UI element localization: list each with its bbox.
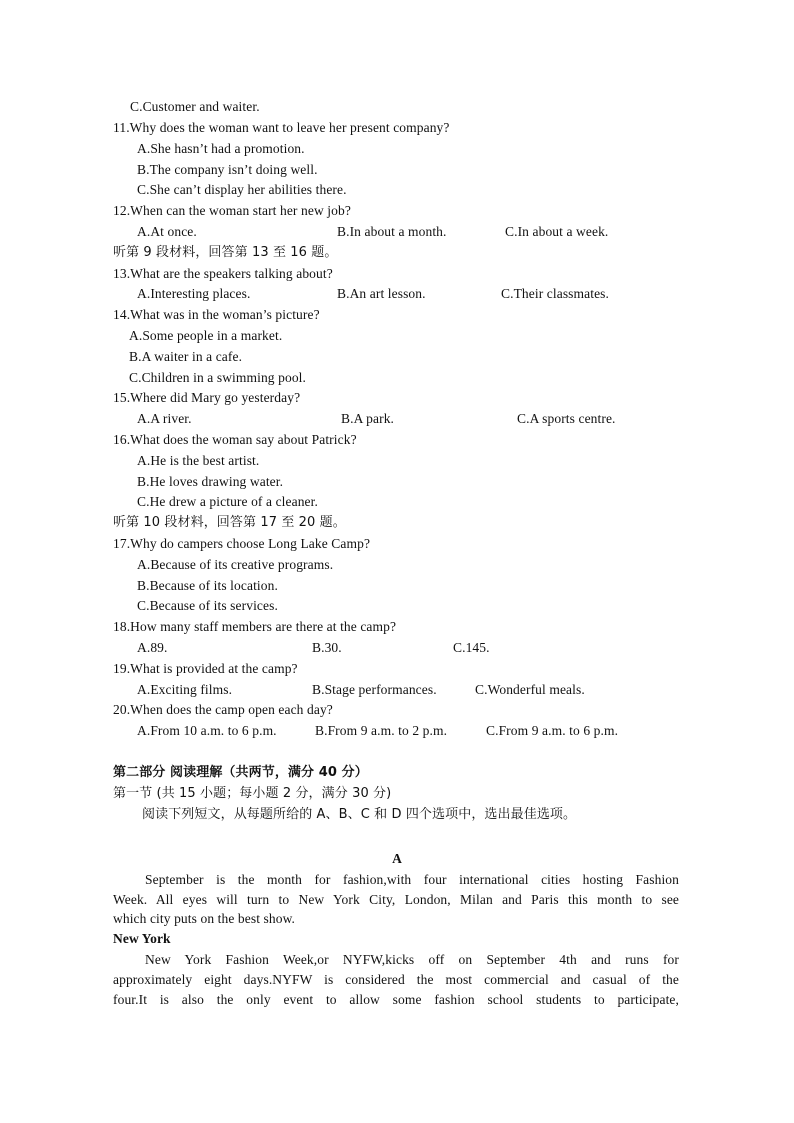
q14-option-b: B.A waiter in a cafe. [129,349,243,364]
part-two-heading: 第二部分 阅读理解（共两节，满分 40 分） [113,765,368,780]
q13-option-a: A.Interesting places. [137,286,251,301]
q12-option-a: A.At once. [137,224,197,239]
q19-stem: 19.What is provided at the camp? [113,661,298,676]
q16-option-a: A.He is the best artist. [137,453,260,468]
q13-stem: 13.What are the speakers talking about? [113,266,333,281]
q20-option-c: C.From 9 a.m. to 6 p.m. [486,723,619,738]
q12-option-b: B.In about a month. [337,224,447,239]
new-york-line-3: four.It is also the only event to allow some fashion school students to participate, [113,992,679,1007]
new-york-heading: New York [113,931,171,946]
passage-intro-line-3: which city puts on the best show. [113,911,296,926]
q11-option-a: A.She hasn’t had a promotion. [137,141,305,156]
q15-stem: 15.Where did Mary go yesterday? [113,390,301,405]
q20-stem: 20.When does the camp open each day? [113,702,333,717]
q11-stem: 11.Why does the woman want to leave her present company? [113,120,450,135]
q20-option-a: A.From 10 a.m. to 6 p.m. [137,723,277,738]
q14-option-a: A.Some people in a market. [129,328,283,343]
q15-option-c: C.A sports centre. [517,411,616,426]
passage-intro-line-2: Week. All eyes will turn to New York City, London, Milan and Paris this month to see [113,892,679,907]
passage-intro-line-1: September is the month for fashion,with four international cities hosting Fashion [145,872,679,887]
q19-option-c: C.Wonderful meals. [475,682,585,697]
q18-option-a: A.89. [137,640,168,655]
q12-stem: 12.When can the woman start her new job? [113,203,351,218]
q17-option-a: A.Because of its creative programs. [137,557,334,572]
q12-option-c: C.In about a week. [505,224,609,239]
q16-option-c: C.He drew a picture of a cleaner. [137,494,318,509]
q20-option-b: B.From 9 a.m. to 2 p.m. [315,723,448,738]
new-york-line-2: approximately eight days.NYFW is considered the most commercial and casual of the [113,972,679,987]
q11-option-b: B.The company isn’t doing well. [137,162,318,177]
q19-option-b: B.Stage performances. [312,682,437,697]
q19-option-a: A.Exciting films. [137,682,233,697]
q15-option-a: A.A river. [137,411,192,426]
passage-label: A [392,851,402,866]
q15-option-b: B.A park. [341,411,395,426]
section-one-heading: 第一节 (共 15 小题；每小题 2 分，满分 30 分) [113,786,392,801]
q14-stem: 14.What was in the woman’s picture? [113,307,320,322]
q18-option-b: B.30. [312,640,342,655]
q13-option-c: C.Their classmates. [501,286,609,301]
section-10-instruction: 听第 10 段材料，回答第 17 至 20 题。 [113,515,346,530]
q14-option-c: C.Children in a swimming pool. [129,370,306,385]
q16-option-b: B.He loves drawing water. [137,474,284,489]
section-9-instruction: 听第 9 段材料，回答第 13 至 16 题。 [113,245,338,260]
q11-option-c: C.She can’t display her abilities there. [137,182,347,197]
q18-stem: 18.How many staff members are there at the camp? [113,619,397,634]
q17-option-b: B.Because of its location. [137,578,278,593]
q18-option-c: C.145. [453,640,490,655]
q10-option-c: C.Customer and waiter. [130,99,260,114]
q13-option-b: B.An art lesson. [337,286,426,301]
q17-stem: 17.Why do campers choose Long Lake Camp? [113,536,371,551]
reading-instruction: 阅读下列短文，从每题所给的 A、B、C 和 D 四个选项中，选出最佳选项。 [142,807,577,822]
q17-option-c: C.Because of its services. [137,598,278,613]
new-york-line-1: New York Fashion Week,or NYFW,kicks off on September 4th and runs for [145,952,679,967]
q16-stem: 16.What does the woman say about Patrick? [113,432,357,447]
